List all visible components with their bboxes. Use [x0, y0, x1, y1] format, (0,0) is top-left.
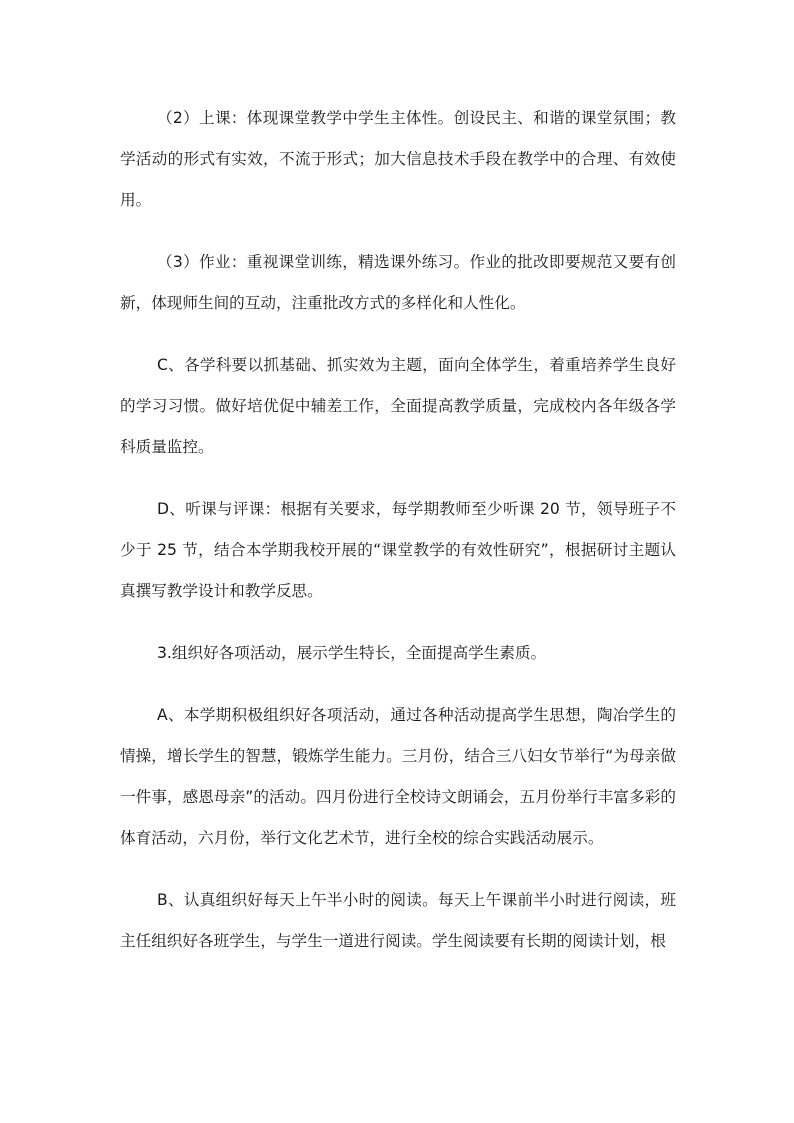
paragraph-activities-detail: A、本学期积极组织好各项活动，通过各种活动提高学生思想，陶冶学生的情操，增长学生的智慧，锻炼学生能力。三月份，结合三八妇女节举行“为母亲做一件事，感恩母亲”的活动。四月份进行全校诗文朗诵会，五月份举行丰富多彩的体育活动，六月份，举行文化艺术节，进行全校的综合实践活动展示。 — [120, 706, 676, 847]
paragraph-daily-reading: B、认真组织好每天上午半小时的阅读。每天上午课前半小时进行阅读，班主任组织好各班学生，与学生一道进行阅读。学生阅读要有长期的阅读计划，根 — [120, 891, 676, 950]
paragraph-section-activities: 3.组织好各项活动，展示学生特长，全面提高学生素质。 — [157, 644, 547, 662]
paragraph-homework: （3）作业：重视课堂训练，精选课外练习。作业的批改即要规范又要有创新，体现师生间的互动，注重批改方式的多样化和人性化。 — [120, 253, 676, 312]
paragraph-subject-basics: C、各学科要以抓基础、抓实效为主题，面向全体学生，着重培养学生良好的学习习惯。做好培优促中辅差工作，全面提高教学质量，完成校内各年级各学科质量监控。 — [120, 356, 676, 456]
paragraph-lesson-observation: D、听课与评课：根据有关要求，每学期教师至少听课 20 节，领导班子不少于 25 节，结合本学期我校开展的“课堂教学的有效性研究”，根据研讨主题认真撰写教学设计和教学反思。 — [120, 500, 676, 600]
paragraph-class-instruction: （2）上课：体现课堂教学中学生主体性。创设民主、和谐的课堂氛围；教学活动的形式有实效，不流于形式；加大信息技术手段在教学中的合理、有效使用。 — [120, 109, 676, 209]
